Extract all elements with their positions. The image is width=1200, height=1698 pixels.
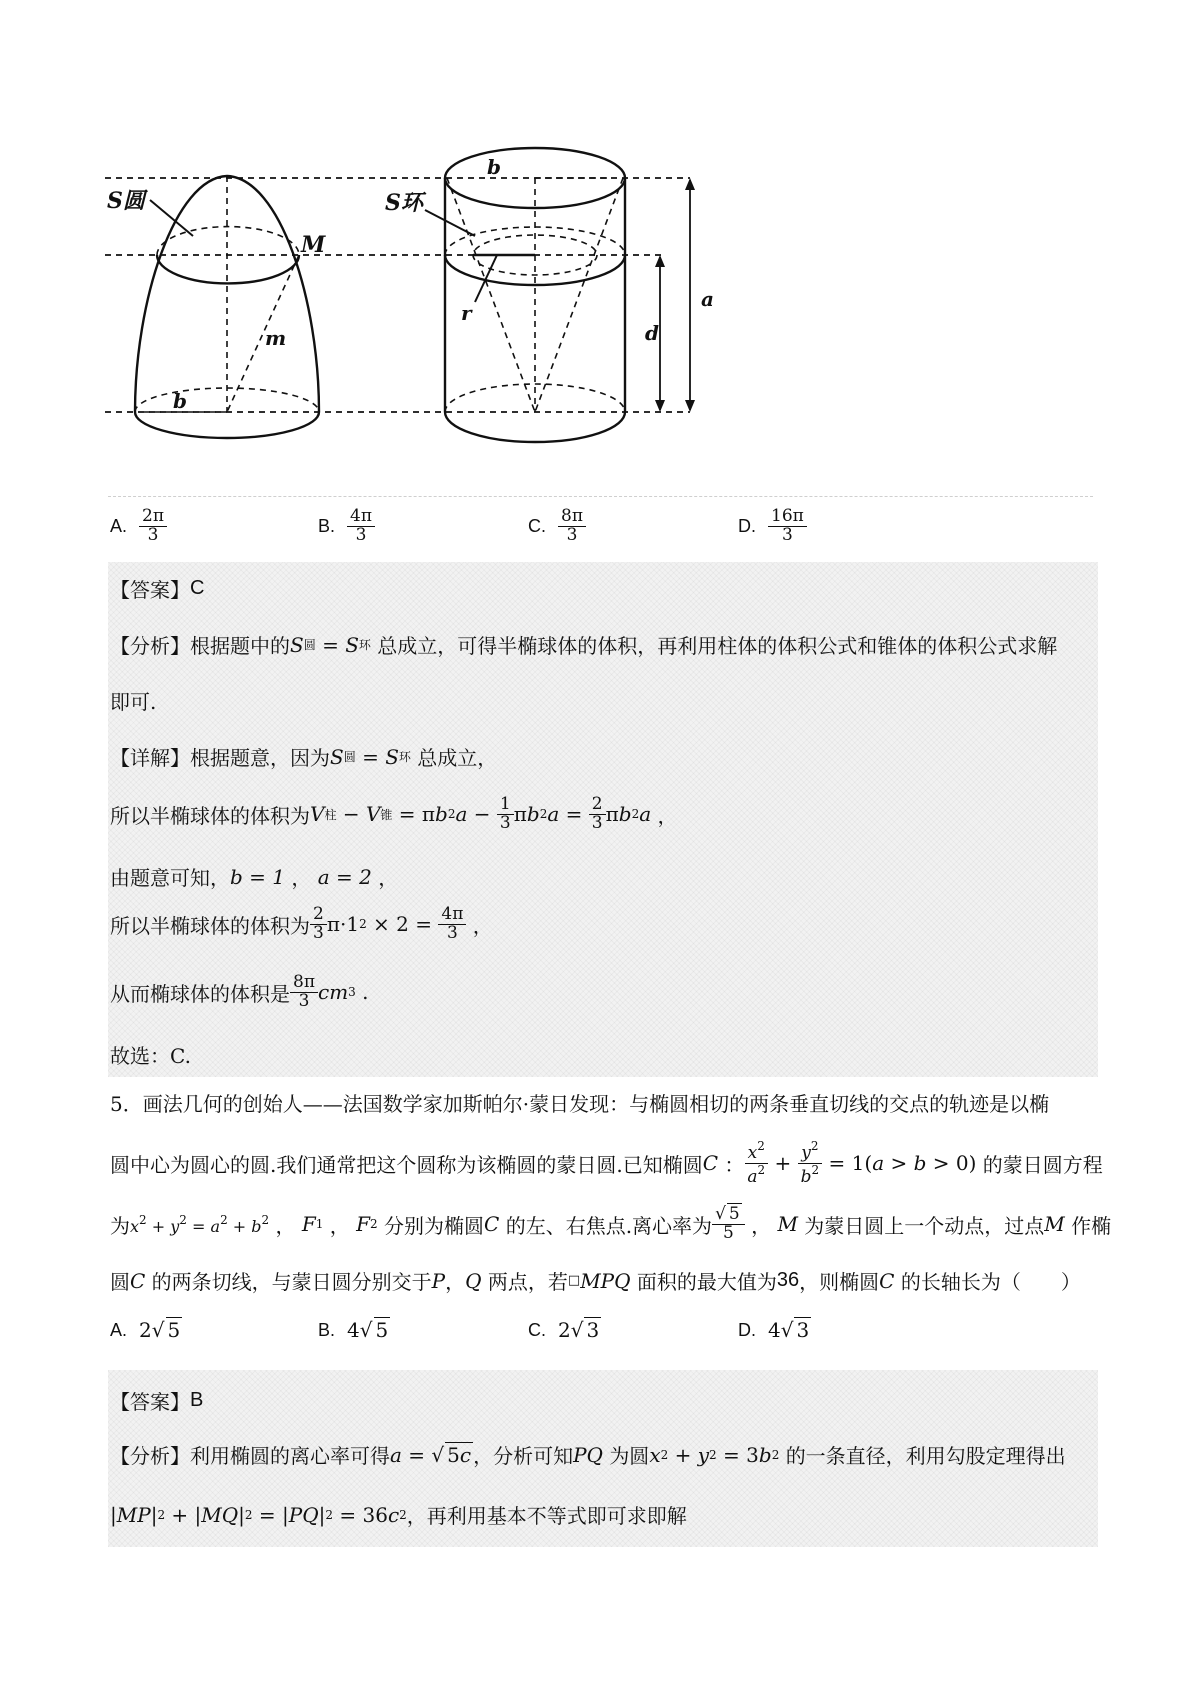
- q4-answer: C: [190, 577, 205, 599]
- q4-detail-line5: 从而椭球体的体积是 $\frac{8\pi}{3}$ cm 3 .: [110, 972, 369, 1011]
- label-b-left: b: [173, 389, 187, 413]
- q5-answer: B: [190, 1389, 204, 1411]
- q4-detail-line1: 【详解】 根据题意，因为 S 圆 = S 环 总成立，: [110, 744, 498, 770]
- radical: 2√ 5: [139, 1318, 181, 1342]
- radical: 4√ 3: [768, 1318, 810, 1342]
- separator-line: [108, 496, 1093, 497]
- fraction: $\frac{2\pi}{3}$: [139, 508, 167, 545]
- label-d: d: [645, 321, 659, 345]
- label-s-circle: S圆: [107, 188, 145, 214]
- q4-analysis-line2: 即可.: [110, 690, 157, 714]
- q4-analysis-line1: 【分析】 根据题中的 S 圆 = S 环 总成立，可得半椭球体的体积，再利用柱体的体积公式和锥体的体积公式求解: [110, 632, 1058, 658]
- q4-choice-line: 故选：C.: [110, 1044, 191, 1068]
- q4-answer-line: 【答案】 C: [110, 577, 205, 602]
- q5-line3: 为 $x^2 + y^2 = a^2 + b^2$ ， F 1 ， F 2 分别为椭圆 C 的左、右焦点.离心率为 $\frac{√ 5}{5}$ ， M 为蒙日圆上一个动点，过点 M 作椭: [110, 1204, 1112, 1243]
- fraction: $\frac{16\pi}{3}$: [768, 508, 807, 545]
- label-m: m: [265, 326, 287, 350]
- radical: 2√ 3: [558, 1318, 600, 1342]
- q4-option-c[interactable]: C. $\frac{8\pi}{3}$: [528, 508, 586, 545]
- q5-option-b[interactable]: B. 4√ 5: [318, 1318, 389, 1342]
- radical: 4√ 5: [347, 1318, 389, 1342]
- q4-detail-line4: 所以半椭球体的体积为 $\frac{2}{3}$ π·1 2 × 2 = $\frac{4\pi}{3}$ ，: [110, 904, 493, 943]
- q5-line1: 5．画法几何的创始人——法国数学家加斯帕尔·蒙日发现：与椭圆相切的两条垂直切线的交点的轨迹是以椭: [110, 1092, 1050, 1116]
- q5-option-c[interactable]: C. 2√ 3: [528, 1318, 600, 1342]
- q5-analysis-line1: 【分析】 利用椭圆的离心率可得 a = √ 5c ，分析可知 PQ 为圆 x 2 + y 2 = 3 b 2 的一条直径，利用勾股定理得出: [110, 1442, 1066, 1468]
- label-M: M: [301, 232, 326, 258]
- q4-detail-line2: 所以半椭球体的体积为 V 柱 − V 锥 = π b 2 a − $\frac{1}{3}$ π b 2 a = $\frac{2}{3}$ π b 2 a ，: [110, 794, 678, 833]
- q5-answer-line: 【答案】 B: [110, 1389, 204, 1414]
- fraction: $\frac{4\pi}{3}$: [347, 508, 375, 545]
- q4-option-d[interactable]: D. $\frac{16\pi}{3}$: [738, 508, 807, 545]
- q5-line4: 圆 C 的两条切线，与蒙日圆分别交于 P ， Q 两点，若 □ MPQ 面积的最大值为 36 ，则椭圆 C 的长轴长为（ ）: [110, 1268, 1081, 1294]
- geometry-figure: [105, 140, 765, 480]
- q4-option-a[interactable]: A. $\frac{2\pi}{3}$: [110, 508, 167, 545]
- label-r: r: [461, 301, 472, 325]
- q5-line2: 圆中心为圆心的圆.我们通常把这个圆称为该椭圆的蒙日圆.已知椭圆 C ： $\frac{x^2}{a^2}$ + $\frac{y^2}{b^2}$ = 1( a > b > 0) 的蒙日圆方程: [110, 1139, 1103, 1187]
- label-a: a: [701, 287, 714, 311]
- label-s-ring: S环: [385, 190, 423, 216]
- q4-option-b[interactable]: B. $\frac{4\pi}{3}$: [318, 508, 375, 545]
- fraction: $\frac{8\pi}{3}$: [558, 508, 586, 545]
- q5-option-a[interactable]: A. 2√ 5: [110, 1318, 181, 1342]
- q5-option-d[interactable]: D. 4√ 3: [738, 1318, 810, 1342]
- q4-detail-line3: 由题意可知， b = 1 ， a = 2 ，: [110, 864, 399, 890]
- label-b-right: b: [487, 155, 501, 179]
- q5-analysis-line2: | MP | 2 + | MQ | 2 = | PQ | 2 = 36 c 2 ，再利用基本不等式即可求即解: [110, 1502, 687, 1528]
